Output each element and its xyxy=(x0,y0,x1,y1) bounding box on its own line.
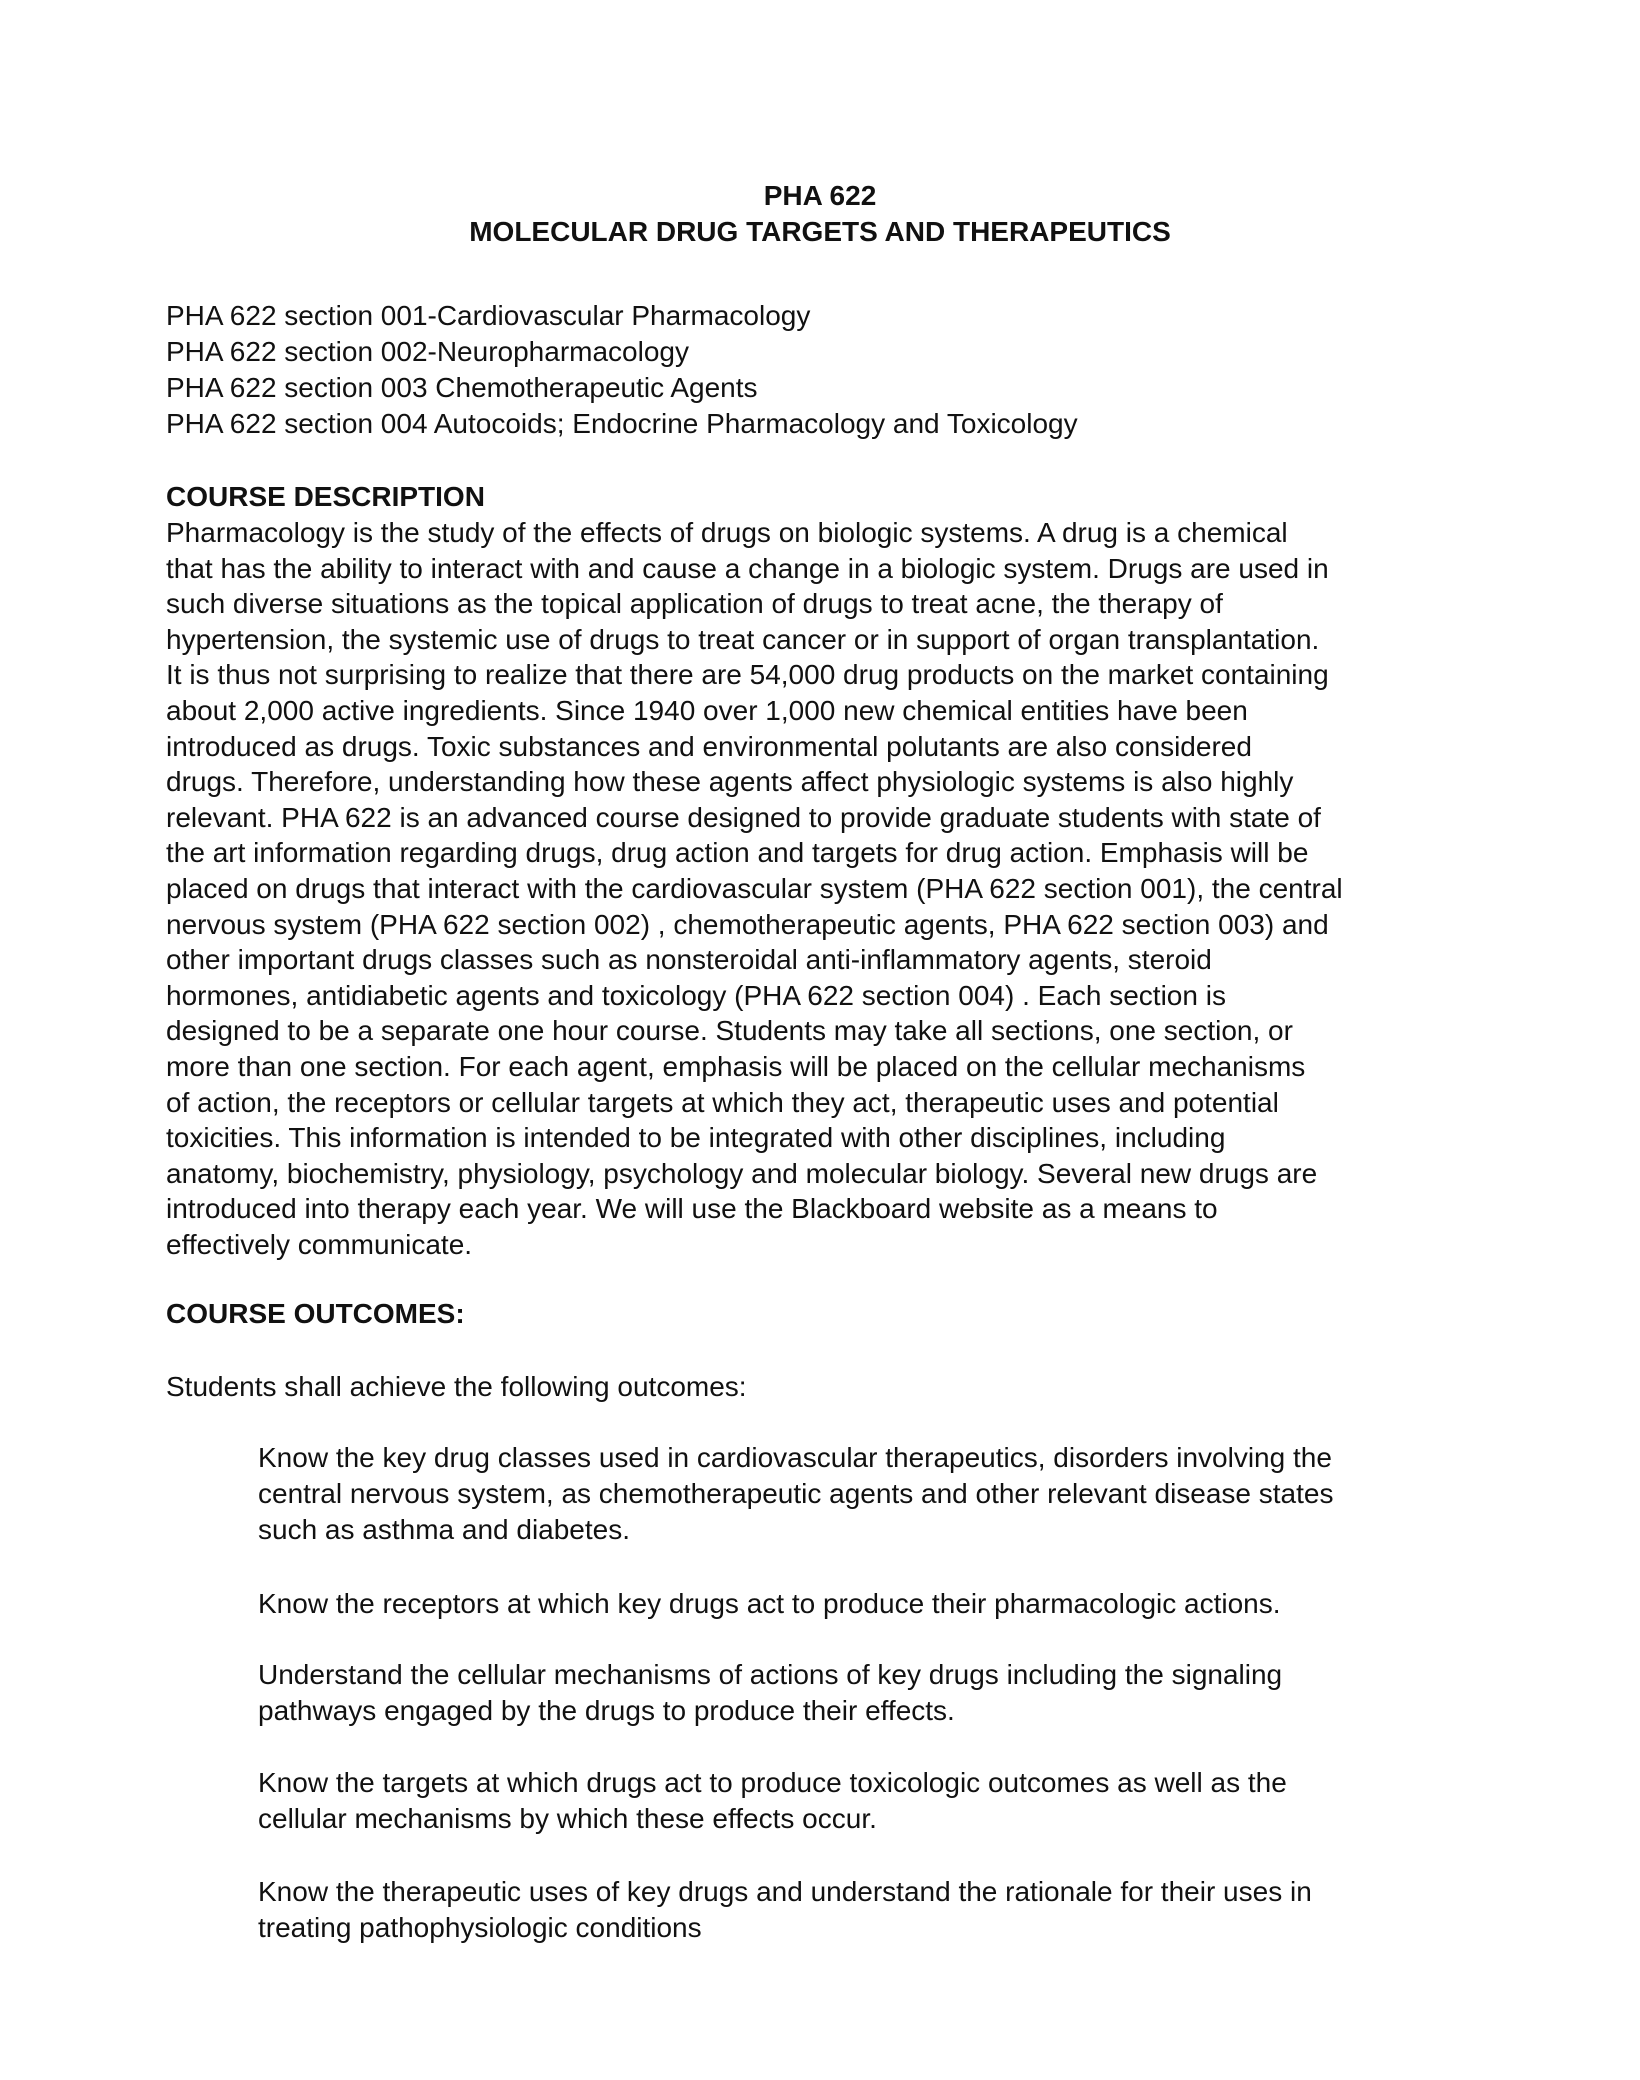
section-list xyxy=(166,298,1078,442)
document-title xyxy=(0,178,1640,250)
outcomes-intro: Students shall achieve the following outcomes: xyxy=(166,1371,747,1402)
outcome-line: such as asthma and diabetes. xyxy=(258,1514,631,1545)
outcome-item xyxy=(258,1874,1312,1946)
description-line: toxicities. This information is intended to be integrated with other disciplines, including xyxy=(166,1122,1226,1154)
course-outcomes-heading: COURSE OUTCOMES: xyxy=(166,1298,465,1329)
course-description-heading: COURSE DESCRIPTION xyxy=(166,481,485,512)
description-line: hormones, antidiabetic agents and toxicology (PHA 622 section 004) . Each section is xyxy=(166,979,1226,1011)
course-description-body xyxy=(166,515,1343,1262)
outcome-line: Know the targets at which drugs act to produce toxicologic outcomes as well as the xyxy=(258,1767,1287,1798)
outcome-item xyxy=(258,1440,1333,1548)
description-line: introduced as drugs. Toxic substances and environmental polutants are also considered xyxy=(166,730,1252,762)
description-line: drugs. Therefore, understanding how these agents affect physiologic systems is also highly xyxy=(166,766,1294,798)
description-line: introduced into therapy each year. We will use the Blackboard website as a means to xyxy=(166,1193,1218,1225)
description-line: such diverse situations as the topical application of drugs to treat acne, the therapy of xyxy=(166,588,1223,620)
description-line: Pharmacology is the study of the effects of drugs on biologic systems. A drug is a chemical xyxy=(166,517,1288,548)
description-line: more than one section. For each agent, emphasis will be placed on the cellular mechanisms xyxy=(166,1050,1306,1082)
outcome-line: central nervous system, as chemotherapeutic agents and other relevant disease states xyxy=(258,1478,1334,1509)
course-name: MOLECULAR DRUG TARGETS AND THERAPEUTICS xyxy=(469,216,1171,247)
description-line: relevant. PHA 622 is an advanced course designed to provide graduate students with state of xyxy=(166,801,1321,833)
description-line: hypertension, the systemic use of drugs to treat cancer or in support of organ transplantation. xyxy=(166,623,1320,655)
section-line: PHA 622 section 001-Cardiovascular Pharmacology xyxy=(166,300,811,331)
description-line: It is thus not surprising to realize that there are 54,000 drug products on the market containing xyxy=(166,659,1329,691)
outcome-item xyxy=(258,1657,1282,1729)
outcome-item xyxy=(258,1765,1287,1837)
course-code: PHA 622 xyxy=(763,180,877,211)
outcome-line: treating pathophysiologic conditions xyxy=(258,1912,702,1943)
description-line: anatomy, biochemistry, physiology, psychology and molecular biology. Several new drugs are xyxy=(166,1157,1318,1189)
description-line: effectively communicate. xyxy=(166,1228,473,1260)
outcome-line: Know the key drug classes used in cardiovascular therapeutics, disorders involving the xyxy=(258,1442,1332,1473)
description-line: other important drugs classes such as nonsteroidal anti-inflammatory agents, steroid xyxy=(166,944,1212,976)
description-line: that has the ability to interact with and cause a change in a biologic system. Drugs are used in xyxy=(166,552,1329,584)
outcome-item xyxy=(258,1586,1281,1622)
outcome-line: Understand the cellular mechanisms of actions of key drugs including the signaling xyxy=(258,1659,1283,1690)
description-line: of action, the receptors or cellular targets at which they act, therapeutic uses and potential xyxy=(166,1086,1279,1118)
description-line: placed on drugs that interact with the cardiovascular system (PHA 622 section 001), the central xyxy=(166,872,1343,904)
outcome-line: pathways engaged by the drugs to produce their effects. xyxy=(258,1695,955,1726)
description-line: the art information regarding drugs, drug action and targets for drug action. Emphasis will be xyxy=(166,837,1309,869)
section-line: PHA 622 section 003 Chemotherapeutic Agents xyxy=(166,372,758,403)
outcome-line: cellular mechanisms by which these effects occur. xyxy=(258,1803,877,1834)
outcome-line: Know the therapeutic uses of key drugs and understand the rationale for their uses in xyxy=(258,1876,1312,1907)
description-line: about 2,000 active ingredients. Since 1940 over 1,000 new chemical entities have been xyxy=(166,694,1248,726)
description-line: designed to be a separate one hour course. Students may take all sections, one section, or xyxy=(166,1015,1293,1047)
outcome-line: Know the receptors at which key drugs act to produce their pharmacologic actions. xyxy=(258,1588,1281,1619)
section-line: PHA 622 section 002-Neuropharmacology xyxy=(166,336,689,367)
description-line: nervous system (PHA 622 section 002) , chemotherapeutic agents, PHA 622 section 003) and xyxy=(166,908,1329,940)
section-line: PHA 622 section 004 Autocoids; Endocrine Pharmacology and Toxicology xyxy=(166,408,1078,439)
